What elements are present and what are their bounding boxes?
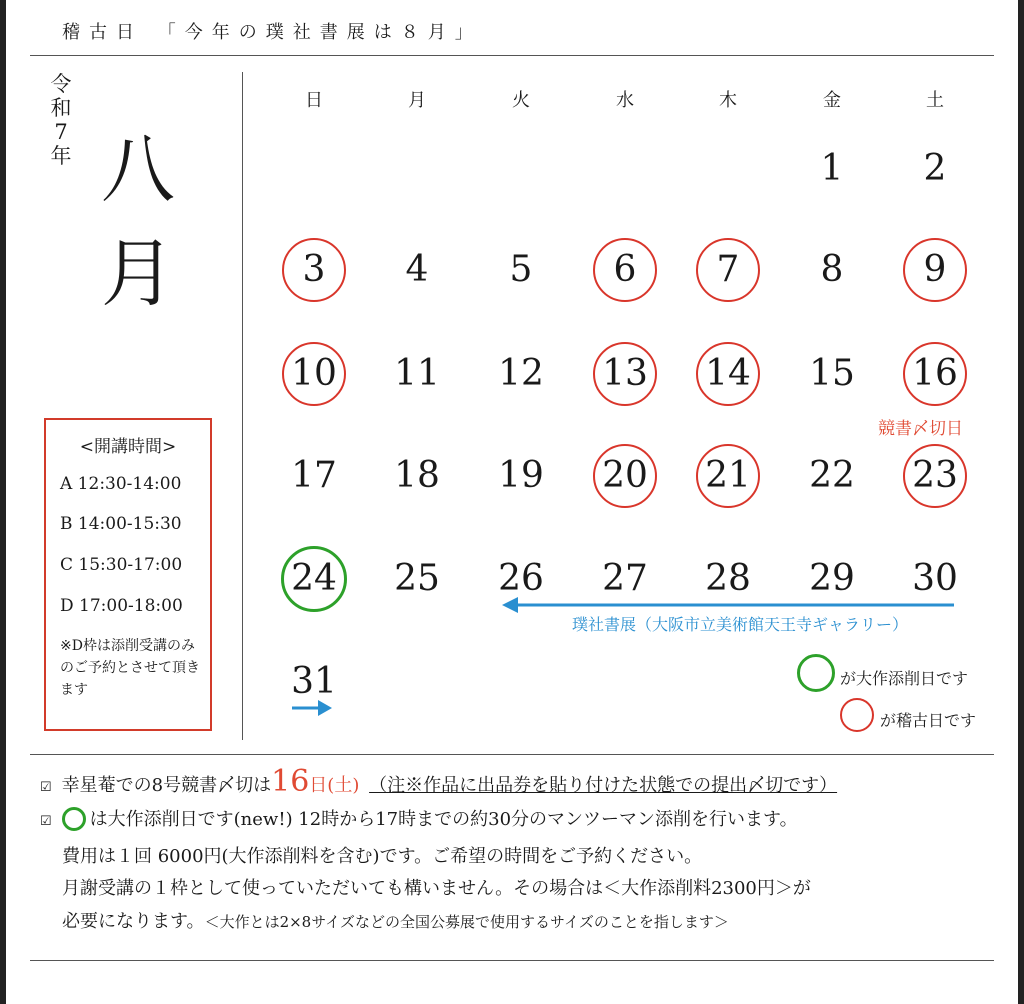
deadline-day: 16	[271, 764, 310, 799]
weekday-header: 月	[408, 90, 426, 111]
legend-green-text: が大作添削日です	[840, 669, 969, 688]
calendar-day: 21	[705, 455, 751, 496]
right-frame-edge	[1018, 0, 1024, 1004]
calendar-day: 22	[809, 455, 855, 496]
calendar-day: 14	[705, 353, 751, 394]
calendar-day: 18	[394, 455, 440, 496]
time-slot-b: B 14:00-15:30	[60, 514, 182, 534]
bottom-line-3: 費用は１回 6000円(大作添削料を含む)です。ご希望の時間をご予約ください。	[62, 846, 703, 867]
calendar-day: 1	[820, 148, 844, 189]
legend-red-text: が稽古日です	[880, 711, 977, 730]
calendar-day: 24	[291, 558, 337, 599]
checkbox-icon: ☑	[40, 780, 52, 795]
legend-green-ring	[797, 654, 835, 692]
bottom-line-1: ☑ 幸星菴での8号競書〆切は16日(土) （注※作品に出品券を貼り付けた状態での提出〆切です）	[40, 764, 838, 799]
calendar-day: 4	[405, 249, 429, 290]
calendar-day: 26	[498, 558, 544, 599]
exhibition-note: 璞社書展（大阪市立美術館天王寺ギャラリー）	[572, 615, 909, 634]
bottom-line-2: ☑ は大作添削日です(new!) 12時から17時までの約30分のマンツーマン添削を行います。	[40, 809, 798, 830]
calendar-day: 28	[705, 558, 751, 599]
time-slot-a: A 12:30-14:00	[60, 474, 182, 494]
calendar-day: 20	[602, 455, 648, 496]
calendar-day: 11	[394, 353, 440, 394]
calendar-day: 27	[602, 558, 648, 599]
calendar-day: 5	[509, 249, 533, 290]
calendar-day: 30	[912, 558, 958, 599]
deadline-note: 競書〆切日	[878, 419, 963, 439]
bottom-line-5: 必要になります。＜大作とは2×8サイズなどの全国公募展で使用するサイズのことを指します＞	[62, 911, 729, 932]
time-slot-c: C 15:30-17:00	[60, 555, 183, 575]
calendar-day: 6	[613, 249, 637, 290]
weekday-header: 金	[823, 90, 841, 111]
time-slot-d: D 17:00-18:00	[60, 596, 183, 616]
legend-red-ring	[840, 698, 874, 732]
bottom-line-4: 月謝受講の１枠として使っていただいても構いません。その場合は＜大作添削料2300円＞が	[62, 878, 811, 899]
calendar-day: 2	[923, 148, 947, 189]
lesson-hours-title: <開講時間>	[79, 437, 177, 457]
era-label: 令和7年	[50, 72, 72, 168]
weekday-header: 水	[616, 90, 634, 111]
bottom-divider	[30, 960, 994, 961]
calendar-day: 9	[923, 249, 947, 290]
middle-divider	[30, 754, 994, 755]
weekday-header: 木	[719, 90, 737, 111]
continuation-arrow	[290, 698, 336, 718]
calendar-day: 8	[820, 249, 844, 290]
checkbox-icon: ☑	[40, 814, 52, 829]
calendar-day: 29	[809, 558, 855, 599]
calendar-day: 23	[912, 455, 958, 496]
calendar-day: 15	[809, 353, 855, 394]
weekday-header: 土	[926, 90, 944, 111]
page-title: 稽古日 「今年の璞社書展は８月」	[62, 22, 482, 43]
calendar-day: 16	[912, 353, 958, 394]
calendar-day: 12	[498, 353, 544, 394]
calendar-day: 31	[291, 661, 337, 702]
deadline-condition: （注※作品に出品券を貼り付けた状態での提出〆切です）	[369, 775, 838, 796]
calendar-day: 25	[394, 558, 440, 599]
calendar-day: 13	[602, 353, 648, 394]
slot-d-note: ※D枠は添削受講のみのご予約とさせて頂きます	[60, 638, 200, 698]
top-divider	[30, 55, 994, 56]
calendar-day: 7	[716, 249, 740, 290]
vertical-divider	[242, 72, 243, 740]
lesson-hours-box	[44, 418, 212, 731]
weekday-header: 日	[305, 90, 323, 111]
weekday-header: 火	[512, 90, 530, 111]
left-frame-edge	[0, 0, 6, 1004]
calendar-day: 17	[291, 455, 337, 496]
green-ring-icon	[62, 807, 86, 831]
calendar-day: 3	[302, 249, 326, 290]
month-label: 八月	[101, 127, 175, 317]
calendar-day: 10	[291, 353, 337, 394]
calendar-day: 19	[498, 455, 544, 496]
